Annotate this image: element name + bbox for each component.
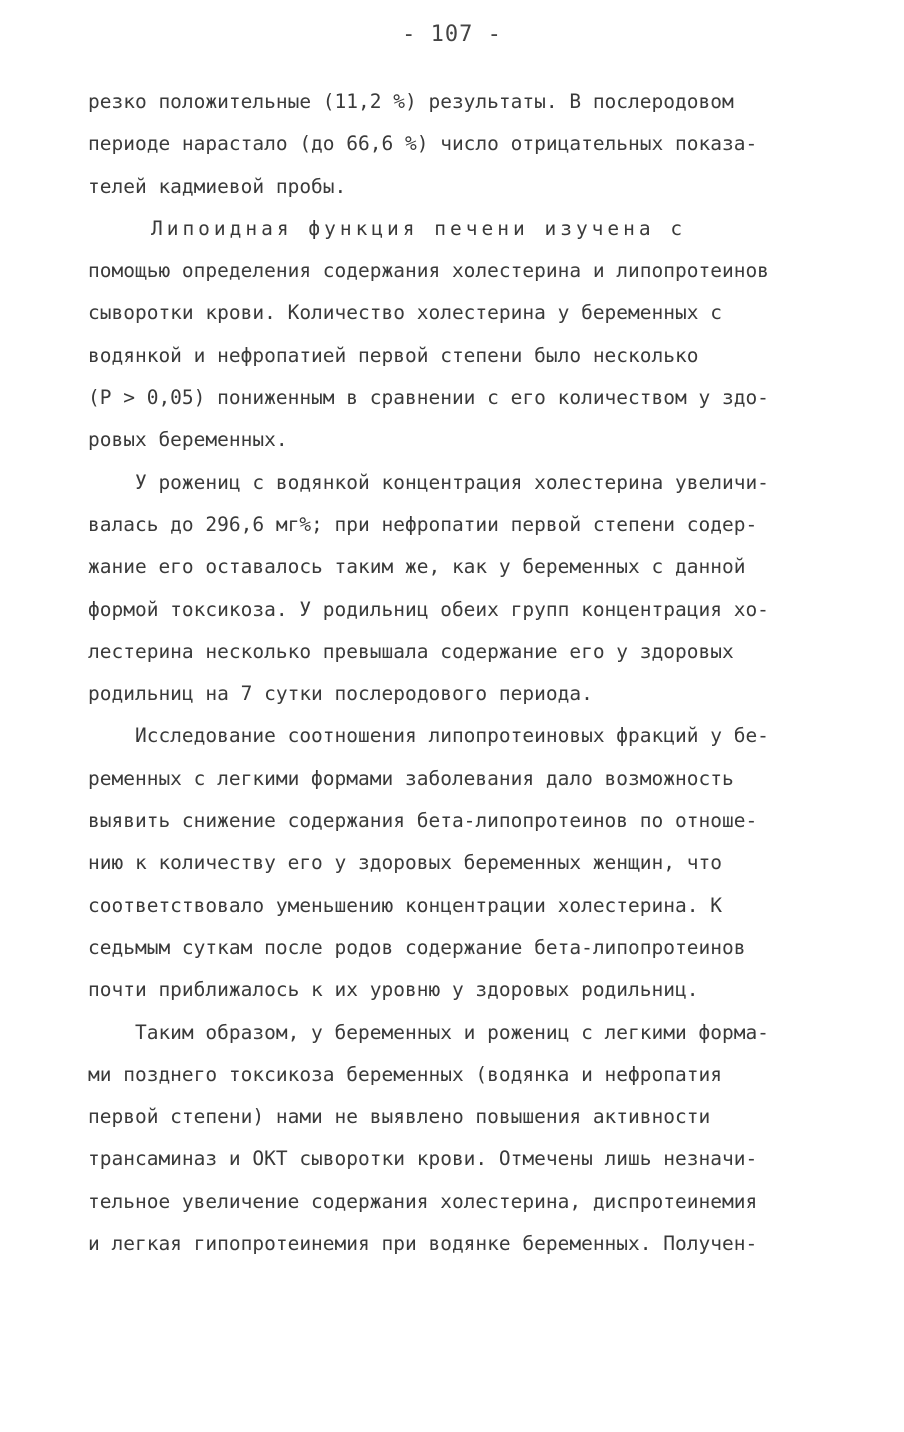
text-line: помощью определения содержания холестерина и липопротеинов (88, 259, 769, 283)
text-line: ременных с легкими формами заболевания дало возможность (88, 766, 734, 790)
text-line: ми позднего токсикоза беременных (водянка и нефропатия (88, 1062, 722, 1086)
text-line: водянкой и нефропатией первой степени было несколько (88, 343, 699, 367)
text-line: валась до 296,6 мг%; при нефропатии первой степени содер- (88, 512, 758, 536)
body-text (88, 81, 833, 1265)
text-line: лестерина несколько превышала содержание его у здоровых (88, 639, 734, 663)
text-line: жание его оставалось таким же, как у беременных с данной (88, 555, 746, 579)
text-line: периоде нарастало (до 66,6 %) число отрицательных показа- (88, 132, 758, 156)
text-line: родильниц на 7 сутки послеродового периода. (88, 682, 593, 706)
text-line: почти приближалось к их уровню у здоровых родильниц. (88, 978, 699, 1002)
text-line: телей кадмиевой пробы. (88, 174, 347, 198)
text-line: тельное увеличение содержания холестерина, диспротеинемия (88, 1189, 758, 1213)
text-line: соответствовало уменьшению концентрации холестерина. К (88, 893, 722, 917)
text-line: У рожениц с водянкой концентрация холестерина увеличи- (88, 470, 769, 494)
text-line: Таким образом, у беременных и рожениц с легкими форма- (88, 1020, 769, 1044)
text-line: сыворотки крови. Количество холестерина у беременных с (88, 301, 722, 325)
text-line: формой токсикоза. У родильниц обеих групп концентрация хо- (88, 597, 769, 621)
text-line: (Р > 0,05) пониженным в сравнении с его количеством у здо- (88, 386, 769, 410)
text-line: и легкая гипопротеинемия при водянке беременных. Получен- (88, 1232, 758, 1256)
page-number: - 107 - (402, 22, 502, 47)
text-line: нию к количеству его у здоровых беременных женщин, что (88, 851, 722, 875)
text-line: первой степени) нами не выявлено повышения активности (88, 1105, 711, 1129)
text-line: седьмым суткам после родов содержание бета-липопротеинов (88, 935, 746, 959)
text-line: Исследование соотношения липопротеиновых фракций у бе- (88, 724, 769, 748)
text-line: трансаминаз и ОКТ сыворотки крови. Отмечены лишь незначи- (88, 1147, 758, 1171)
text-line: ровых беременных. (88, 428, 288, 452)
text-line: резко положительные (11,2 %) результаты. В послеродовом (88, 90, 734, 113)
text-line: выявить снижение содержания бета-липопротеинов по отноше- (88, 809, 758, 833)
text-line: Липоидная функция печени изучена с (88, 216, 687, 240)
